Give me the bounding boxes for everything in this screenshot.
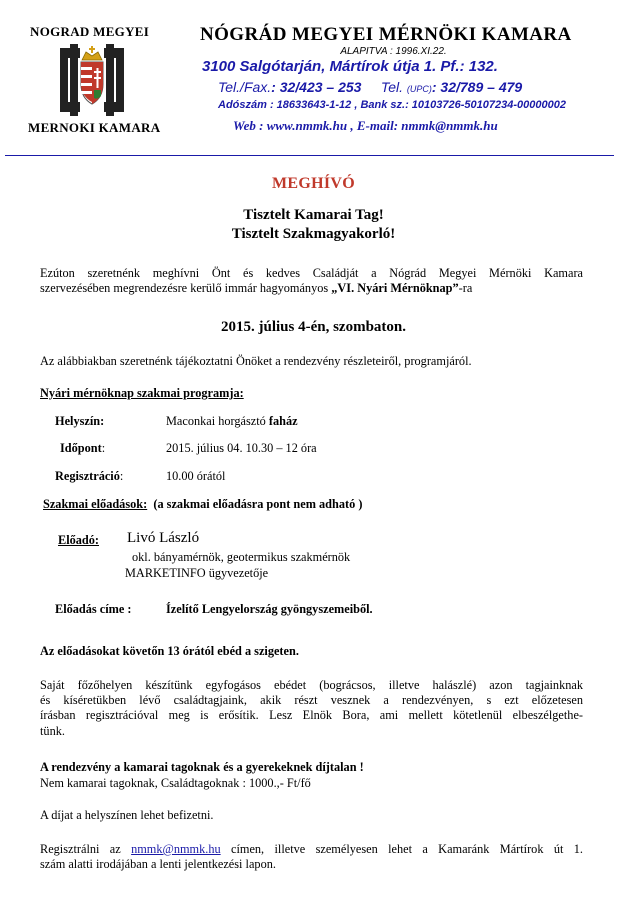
register-line-2: szám alatti irodájában a lenti jelentkezési lapon. xyxy=(40,857,276,872)
lunch-line-1: Saját főzőhelyen készítünk egyfogásos ebédet (bográcsos, illetve halászlé) azon tagjainknak xyxy=(40,678,583,692)
free-entry-line: A rendezvény a kamarai tagoknak és a gyerekeknek díjtalan ! xyxy=(40,760,364,774)
org-name: NÓGRÁD MEGYEI MÉRNÖKI KAMARA xyxy=(200,24,572,45)
web-email-line: Web : www.nmmk.hu , E-mail: nmmk@nmmk.hu xyxy=(233,118,498,133)
register-line-1 xyxy=(40,842,583,857)
intro-line-2-post: -ra xyxy=(458,281,473,296)
address: 3100 Salgótarján, Mártírok útja 1. Pf.: 132. xyxy=(202,58,498,75)
registration-value: 10.00 órától xyxy=(166,469,226,483)
register-email-link[interactable]: nmmk@nmmk.hu xyxy=(131,842,221,856)
lecture-label: Előadás címe : xyxy=(55,602,132,616)
lectures-note: (a szakmai előadásra pont nem adható ) xyxy=(153,497,363,511)
tax-bank-line: Adószám : 18633643-1-12 , Bank sz.: 10103726-50107234-00000002 xyxy=(218,99,566,111)
lunch-paragraph xyxy=(40,678,583,739)
tel-fax-value: : 32/423 – 253 xyxy=(271,79,362,95)
tel-label: Tel. xyxy=(380,79,403,95)
speaker-label: Előadó: xyxy=(58,533,99,547)
info-line: Az alábbiakban szeretnénk tájékoztatni Önöket a rendezvény részleteiről, programjáról. xyxy=(40,354,472,368)
location-bold: faház xyxy=(268,414,298,428)
intro-line-1: Ezúton szeretnénk meghívni Önt és kedves Családját a Nógrád Megyei Mérnöki Kamara xyxy=(40,266,583,280)
lectures-heading-wrap xyxy=(43,497,362,512)
lectures-heading: Szakmai előadások: xyxy=(43,497,148,511)
lecture-title: Ízelítő Lengyelország gyöngyszemeiből. xyxy=(166,602,373,616)
logo-top-text: NOGRAD MEGYEI xyxy=(30,24,150,39)
registration-label: Regisztráció xyxy=(55,469,120,483)
location-text: Maconkai horgásztó xyxy=(166,414,269,428)
event-date: 2015. július 4-én, szombaton. xyxy=(220,319,407,335)
location-label: Helyszín: xyxy=(55,414,105,428)
greeting-members: Tisztelt Kamarai Tag! xyxy=(243,207,384,223)
time-label: Időpont xyxy=(60,441,102,455)
lunch-line-2: és kíséretükben lévő családtagjaink, akik részt vesznek a rendezvényen, s ezt előzetesen xyxy=(40,693,583,708)
speaker-title-2: MARKETINFO ügyvezetője xyxy=(125,566,269,580)
tel-upc: (UPC) xyxy=(406,84,432,94)
registration-colon: : xyxy=(119,469,124,483)
time-label-wrap xyxy=(60,441,105,456)
tel-fax-label: Tel./Fax. xyxy=(218,79,272,95)
registration-label-wrap xyxy=(55,469,123,484)
time-colon: : xyxy=(101,441,106,455)
intro-line-2 xyxy=(40,281,583,296)
speaker-name: Livó László xyxy=(127,530,200,546)
register-pre: Regisztrálni az xyxy=(40,842,132,856)
registration-paragraph xyxy=(40,842,583,872)
fee-line: Nem kamarai tagoknak, Családtagoknak : 1000.,- Ft/fő xyxy=(40,776,311,790)
intro-line-2-pre: szervezésében megrendezésre kerülő immár hagyományos xyxy=(40,281,332,296)
program-heading: Nyári mérnöknap szakmai programja: xyxy=(40,386,244,400)
lunch-line: Az előadásokat követőn 13 órától ebéd a szigeten. xyxy=(40,644,299,658)
tel-value: : 32/789 – 479 xyxy=(431,79,523,95)
greeting-practitioners: Tisztelt Szakmagyakorló! xyxy=(231,226,396,242)
speaker-title-1: okl. bányamérnök, geotermikus szakmérnök xyxy=(132,550,351,564)
register-post: címen, illetve személyesen lehet a Kamaránk Mártírok út 1. xyxy=(220,842,583,856)
payment-line: A díjat a helyszínen lehet befizetni. xyxy=(40,808,214,822)
founded-date: ALAPITVA : 1996.XI.22. xyxy=(340,46,447,57)
invitation-title: MEGHÍVÓ xyxy=(272,175,355,192)
location-value xyxy=(166,414,298,429)
header-divider xyxy=(5,155,614,156)
lunch-line-3: írásban regisztrációval meg is erősítik. Lesz Elnök Bora, ami mellett kötetlenül elbeszélgethe- xyxy=(40,708,583,723)
intro-paragraph xyxy=(40,266,583,296)
lunch-line-4: tünk. xyxy=(40,723,65,738)
phone-line xyxy=(218,79,522,95)
time-value: 2015. július 04. 10.30 – 12 óra xyxy=(166,441,317,455)
event-name: „VI. Nyári Mérnöknap” xyxy=(331,281,459,296)
logo-bottom-text: MERNOKI KAMARA xyxy=(28,120,161,135)
